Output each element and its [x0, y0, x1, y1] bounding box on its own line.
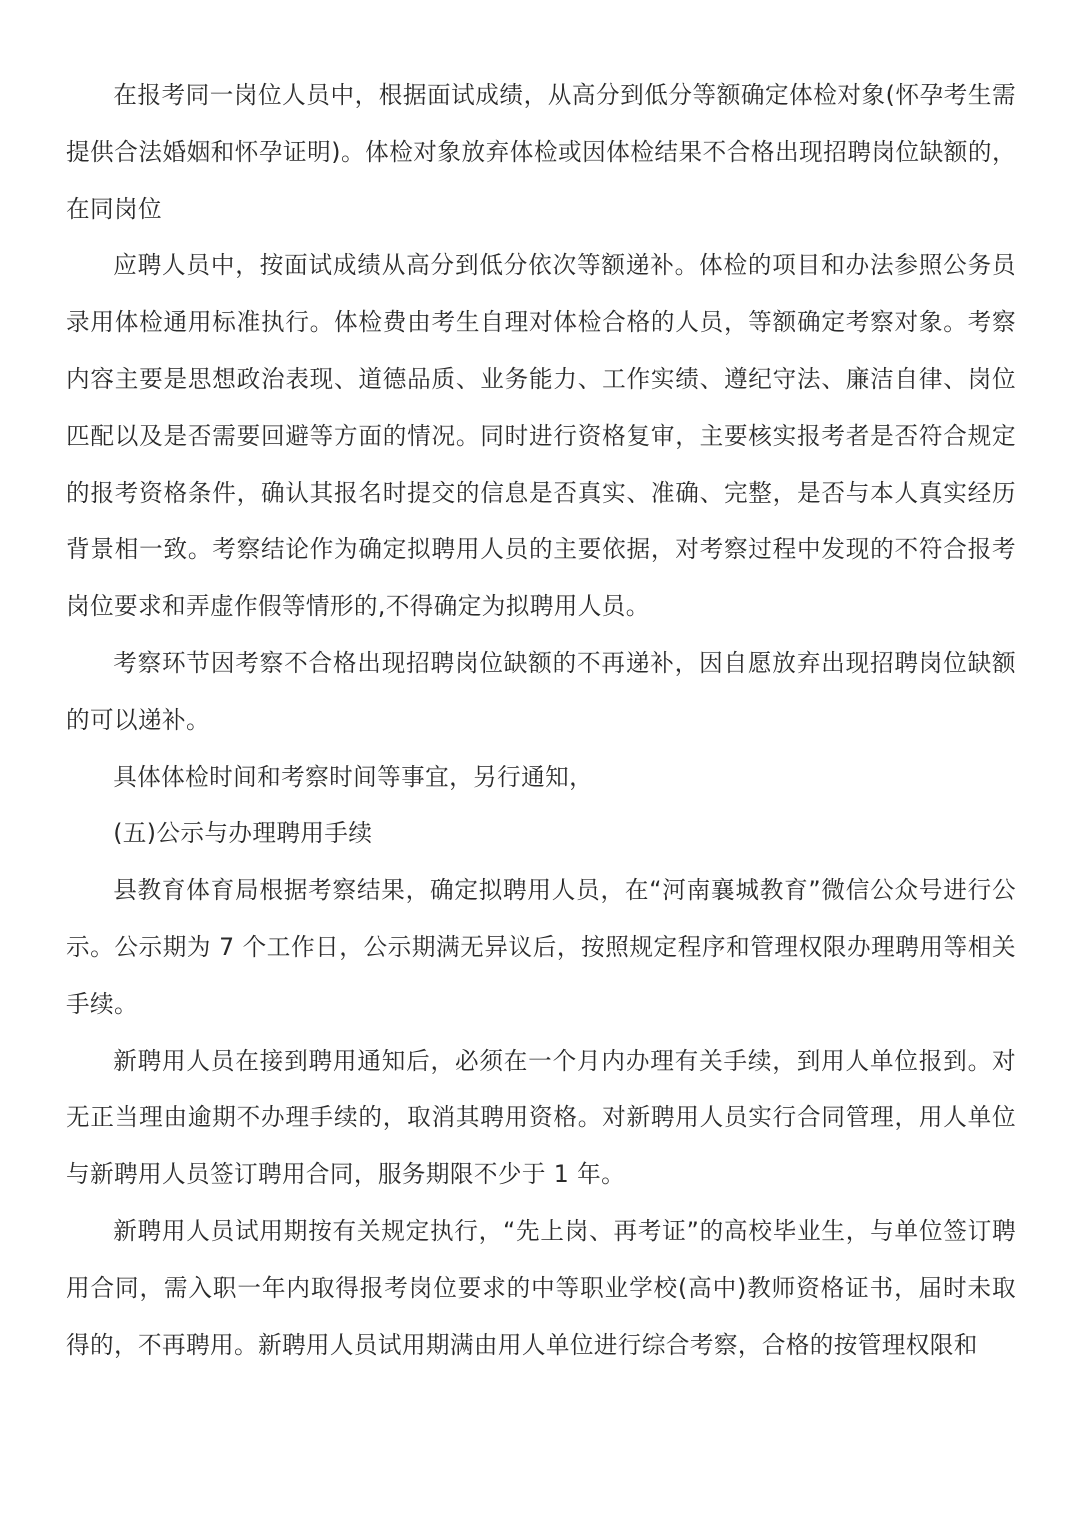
- paragraph-2: 应聘人员中，按面试成绩从高分到低分依次等额递补。体检的项目和办法参照公务员录用体检通用标准执行。体检费由考生自理对体检合格的人员，等额确定考察对象。考察内容主要是思想政治表现、道德品质、业务能力、工作实绩、遵纪守法、廉洁自律、岗位匹配以及是否需要回避等方面的情况。同时进行资格复审，主要核实报考者是否符合规定的报考资格条件，确认其报名时提交的信息是否真实、准确、完整，是否与本人真实经历背景相一致。考察结论作为确定拟聘用人员的主要依据，对考察过程中发现的不符合报考岗位要求和弄虚作假等情形的,不得确定为拟聘用人员。: [66, 251, 1016, 621]
- paragraph-3: 考察环节因考察不合格出现招聘岗位缺额的不再递补，因自愿放弃出现招聘岗位缺额的可以递补。: [66, 648, 1016, 734]
- paragraph-1: 在报考同一岗位人员中，根据面试成绩，从高分到低分等额确定体检对象(怀孕考生需提供合法婚姻和怀孕证明)。体检对象放弃体检或因体检结果不合格出现招聘岗位缺额的，在同岗位: [66, 81, 1016, 223]
- paragraph-6: 新聘用人员在接到聘用通知后，必须在一个月内办理有关手续，到用人单位报到。对无正当理由逾期不办理手续的，取消其聘用资格。对新聘用人员实行合同管理，用人单位与新聘用人员签订聘用合同，服务期限不少于 1 年。: [66, 1046, 1016, 1189]
- section-heading: (五)公示与办理聘用手续: [113, 819, 373, 848]
- paragraph-4: 具体体检时间和考察时间等事宜，另行通知，: [113, 762, 594, 791]
- paragraph-7: 新聘用人员试用期按有关规定执行，“先上岗、再考证”的高校毕业生，与单位签订聘用合同，需入职一年内取得报考岗位要求的中等职业学校(高中)教师资格证书，届时未取得的，不再聘用。新聘用人员试用期满由用人单位进行综合考察，合格的按管理权限和: [66, 1216, 1016, 1359]
- paragraph-5: 县教育体育局根据考察结果，确定拟聘用人员，在“河南襄城教育”微信公众号进行公示。公示期为 7 个工作日，公示期满无异议后，按照规定程序和管理权限办理聘用等相关手续。: [66, 876, 1016, 1018]
